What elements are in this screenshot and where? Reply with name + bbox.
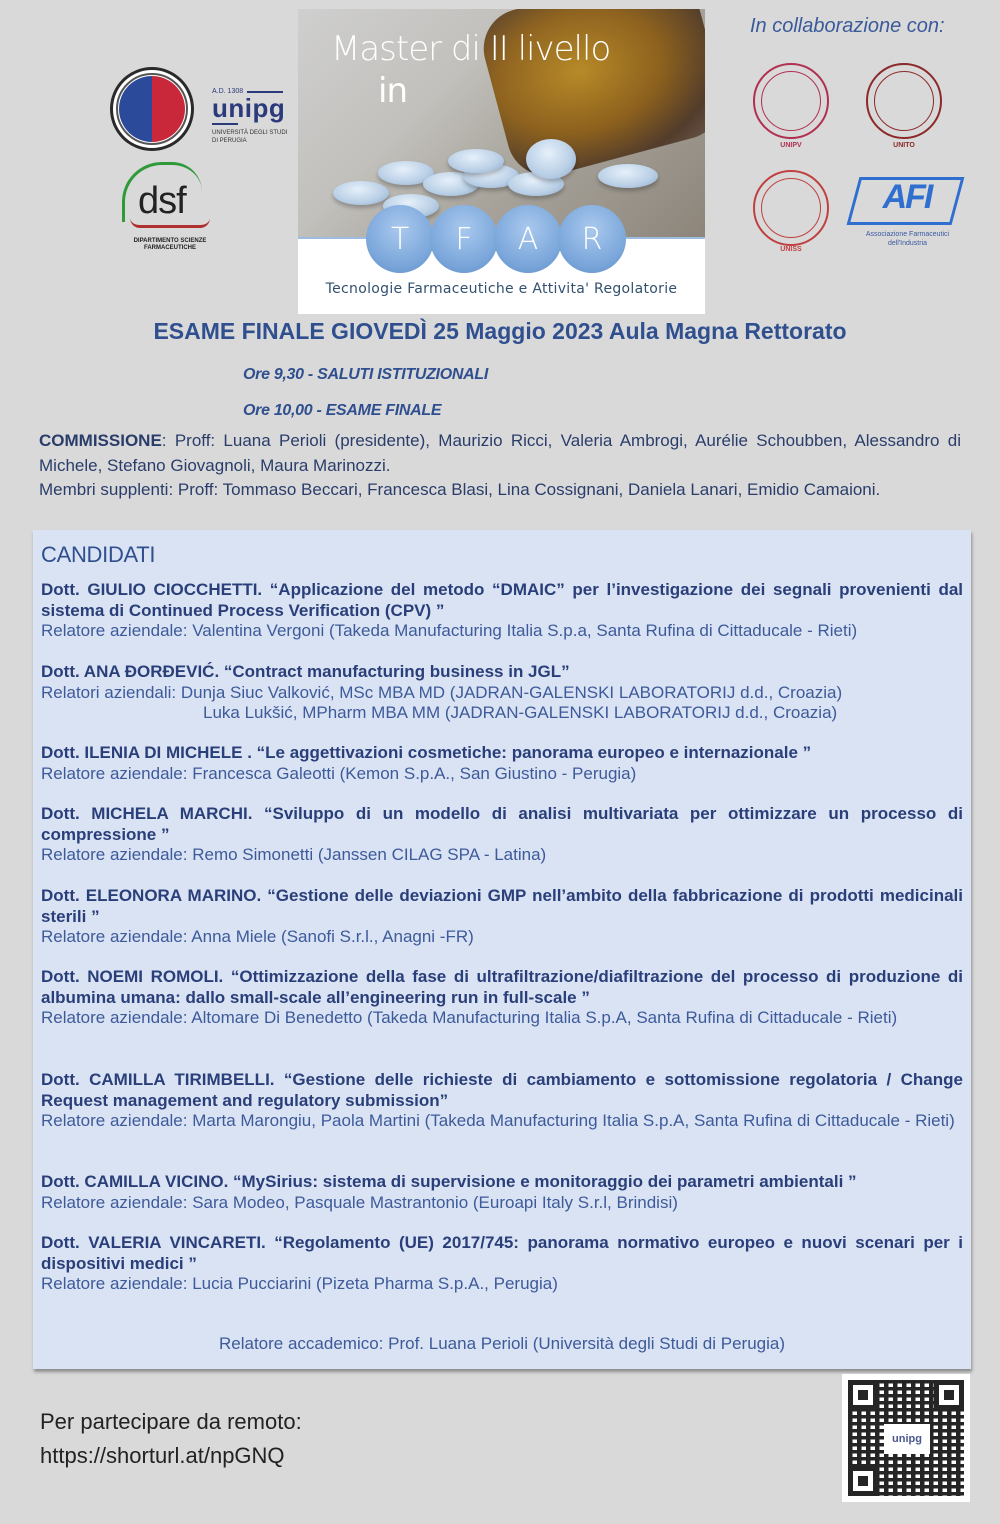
candidate-item	[41, 1070, 963, 1132]
afi-subtitle: Associazione Farmaceutici dell'Industria	[865, 231, 950, 247]
candidate-relatore: Relatore aziendale: Valentina Vergoni (Takeda Manufacturing Italia S.p.a, Santa Rufina di Cittaducale - Rieti)	[41, 621, 858, 640]
unito-label: UNITO	[893, 142, 915, 149]
unipg-word: unipg	[212, 93, 286, 123]
afi-logo: AFI	[882, 178, 932, 216]
schedule-item-1: Ore 9,30 - SALUTI ISTITUZIONALI	[243, 366, 488, 383]
candidate-title: Dott. CAMILLA TIRIMBELLI. “Gestione delle richieste di cambiamento e sottomissione regolatoria / Change Request management and regulatory submission”	[41, 1070, 963, 1110]
pill-icon	[598, 164, 658, 188]
uniss-label: UNISS	[780, 246, 802, 253]
candidate-relatore-2: Luka Lukšić, MPharm MBA MM (JADRAN-GALENSKI LABORATORIJ d.d., Croazia)	[203, 703, 838, 722]
dsf-logo	[120, 160, 220, 255]
dsf-letters: dsf	[138, 180, 186, 222]
collaboration-label: In collaborazione con:	[750, 15, 945, 37]
uniss-seal-logo	[753, 170, 829, 246]
candidate-title: Dott. ELEONORA MARINO. “Gestione delle deviazioni GMP nell’ambito della fabbricazione di prodotti medicinali sterili ”	[41, 886, 963, 926]
candidate-relatore: Relatore aziendale: Sara Modeo, Pasquale Mastrantonio (Euroapi Italy S.r.l, Brindisi)	[41, 1192, 678, 1212]
candidate-title: Dott. VALERIA VINCARETI. “Regolamento (UE) 2017/745: panorama normativo europeo e nuovi scenari per i dispositivi medici ”	[41, 1233, 963, 1273]
candidate-item	[41, 1233, 963, 1295]
unipv-seal-logo	[753, 63, 829, 139]
commission-members: : Proff: Luana Perioli (presidente), Maurizio Ricci, Valeria Ambrogi, Aurélie Schoubben, Alessandro di Michele, Stefano Giovagnoli, Maura Marinozzi.	[39, 431, 961, 475]
acronym-letter-a: A	[494, 205, 562, 273]
tfar-acronym	[366, 205, 622, 273]
candidate-item	[41, 804, 963, 866]
unipv-label: UNIPV	[780, 142, 802, 149]
qr-finder-icon	[934, 1380, 964, 1410]
schedule-item-2: Ore 10,00 - ESAME FINALE	[243, 402, 442, 419]
schedule-time: Ore 9,30	[243, 366, 304, 383]
candidate-item	[41, 662, 963, 724]
schedule-label: SALUTI ISTITUZIONALI	[317, 366, 488, 383]
candidate-item	[41, 743, 963, 784]
candidate-item	[41, 580, 963, 642]
candidate-relatore: Relatore aziendale: Francesca Galeotti (Kemon S.p.A., San Giustino - Perugia)	[41, 763, 637, 783]
unipg-wordmark	[212, 88, 292, 145]
unipg-subtitle: UNIVERSITÀ DEGLI STUDI DI PERUGIA	[212, 130, 288, 144]
candidate-relatore: Relatore aziendale: Anna Miele (Sanofi S.r.l., Anagni -FR)	[41, 927, 474, 946]
academic-relatore: Relatore accademico: Prof. Luana Perioli (Università degli Studi di Perugia)	[218, 1334, 785, 1353]
qr-finder-icon	[848, 1466, 878, 1496]
seal-ring	[116, 73, 188, 145]
candidate-relatore: Relatori aziendali: Dunja Siuc Valković, MSc MBA MD (JADRAN-GALENSKI LABORATORIJ d.d., Croazia)	[41, 682, 843, 702]
qr-finder-icon	[848, 1380, 878, 1410]
candidate-relatore: Relatore aziendale: Altomare Di Benedetto (Takeda Manufacturing Italia S.p.A, Santa Rufina di Cittaducale - Rieti)	[41, 1008, 898, 1027]
candidate-relatore: Relatore aziendale: Lucia Pucciarini (Pizeta Pharma S.p.A., Perugia)	[41, 1274, 558, 1293]
candidate-title: Dott. GIULIO CIOCCHETTI. “Applicazione del metodo “DMAIC” per l’investigazione dei segnali provenienti dal sistema di Continued Process Verification (CPV) ”	[41, 580, 963, 620]
commission-label: COMMISSIONE	[39, 431, 162, 450]
commission-section	[39, 429, 961, 503]
event-title: ESAME FINALE GIOVEDÌ 25 Maggio 2023 Aula Magna Rettorato	[153, 318, 847, 344]
pill-icon	[333, 181, 389, 205]
acronym-letter-f: F	[430, 205, 498, 273]
unito-seal-logo	[866, 63, 942, 139]
qr-center-logo: unipg	[884, 1424, 930, 1454]
unipg-seal-logo	[110, 67, 194, 151]
schedule-label: ESAME FINALE	[325, 402, 442, 419]
remote-label: Per partecipare da remoto:	[40, 1409, 302, 1434]
candidate-title: Dott. MICHELA MARCHI. “Sviluppo di un modello di analisi multivariata per ottimizzare un processo di compressione ”	[41, 804, 963, 844]
candidate-title: Dott. ILENIA DI MICHELE . “Le aggettivazioni cosmetiche: panorama europeo e internazionale ”	[41, 743, 812, 762]
candidate-title: Dott. ANA ĐORĐEVIĆ. “Contract manufacturing business in JGL”	[41, 662, 570, 681]
qr-code[interactable]	[842, 1374, 970, 1502]
acronym-letter-r: R	[558, 205, 626, 273]
candidate-title: Dott. CAMILLA VICINO. “MySirius: sistema di supervisione e monitoraggio dei parametri ambientali ”	[41, 1172, 857, 1191]
candidate-item	[41, 1172, 963, 1213]
candidate-relatore: Relatore aziendale: Marta Marongiu, Paola Martini (Takeda Manufacturing Italia S.p.A, Santa Rufina di Cittaducale - Rieti)	[41, 1111, 955, 1130]
master-banner	[298, 9, 705, 314]
candidates-heading: CANDIDATI	[41, 542, 156, 567]
banner-title: Master di II livello	[331, 29, 611, 69]
qr-pattern	[848, 1380, 964, 1496]
candidate-item	[41, 967, 963, 1029]
dsf-label: DIPARTIMENTO SCIENZE FARMACEUTICHE	[133, 238, 207, 251]
candidate-item	[41, 886, 963, 948]
candidate-relatore: Relatore aziendale: Remo Simonetti (Janssen CILAG SPA - Latina)	[41, 845, 547, 864]
candidates-box	[33, 530, 971, 1369]
commission-substitutes: Membri supplenti: Proff: Tommaso Beccari, Francesca Blasi, Lina Cossignani, Daniela Lanari, Emidio Camaioni.	[39, 480, 881, 499]
banner-subtitle: in	[378, 71, 407, 111]
acronym-letter-t: T	[366, 205, 434, 273]
unipg-ad: A.D. 1308	[212, 88, 244, 95]
remote-link[interactable]: https://shorturl.at/npGNQ	[40, 1443, 285, 1468]
pill-icon	[526, 139, 576, 179]
schedule-time: Ore 10,00	[243, 402, 313, 419]
pill-icon	[448, 149, 504, 173]
banner-tagline: Tecnologie Farmaceutiche e Attivita' Regolatorie	[325, 281, 678, 297]
remote-participation	[40, 1405, 302, 1473]
candidate-title: Dott. NOEMI ROMOLI. “Ottimizzazione della fase di ultrafiltrazione/diafiltrazione del processo di produzione di albumina umana: dallo small-scale all’engineering run in full-scale ”	[41, 967, 963, 1007]
